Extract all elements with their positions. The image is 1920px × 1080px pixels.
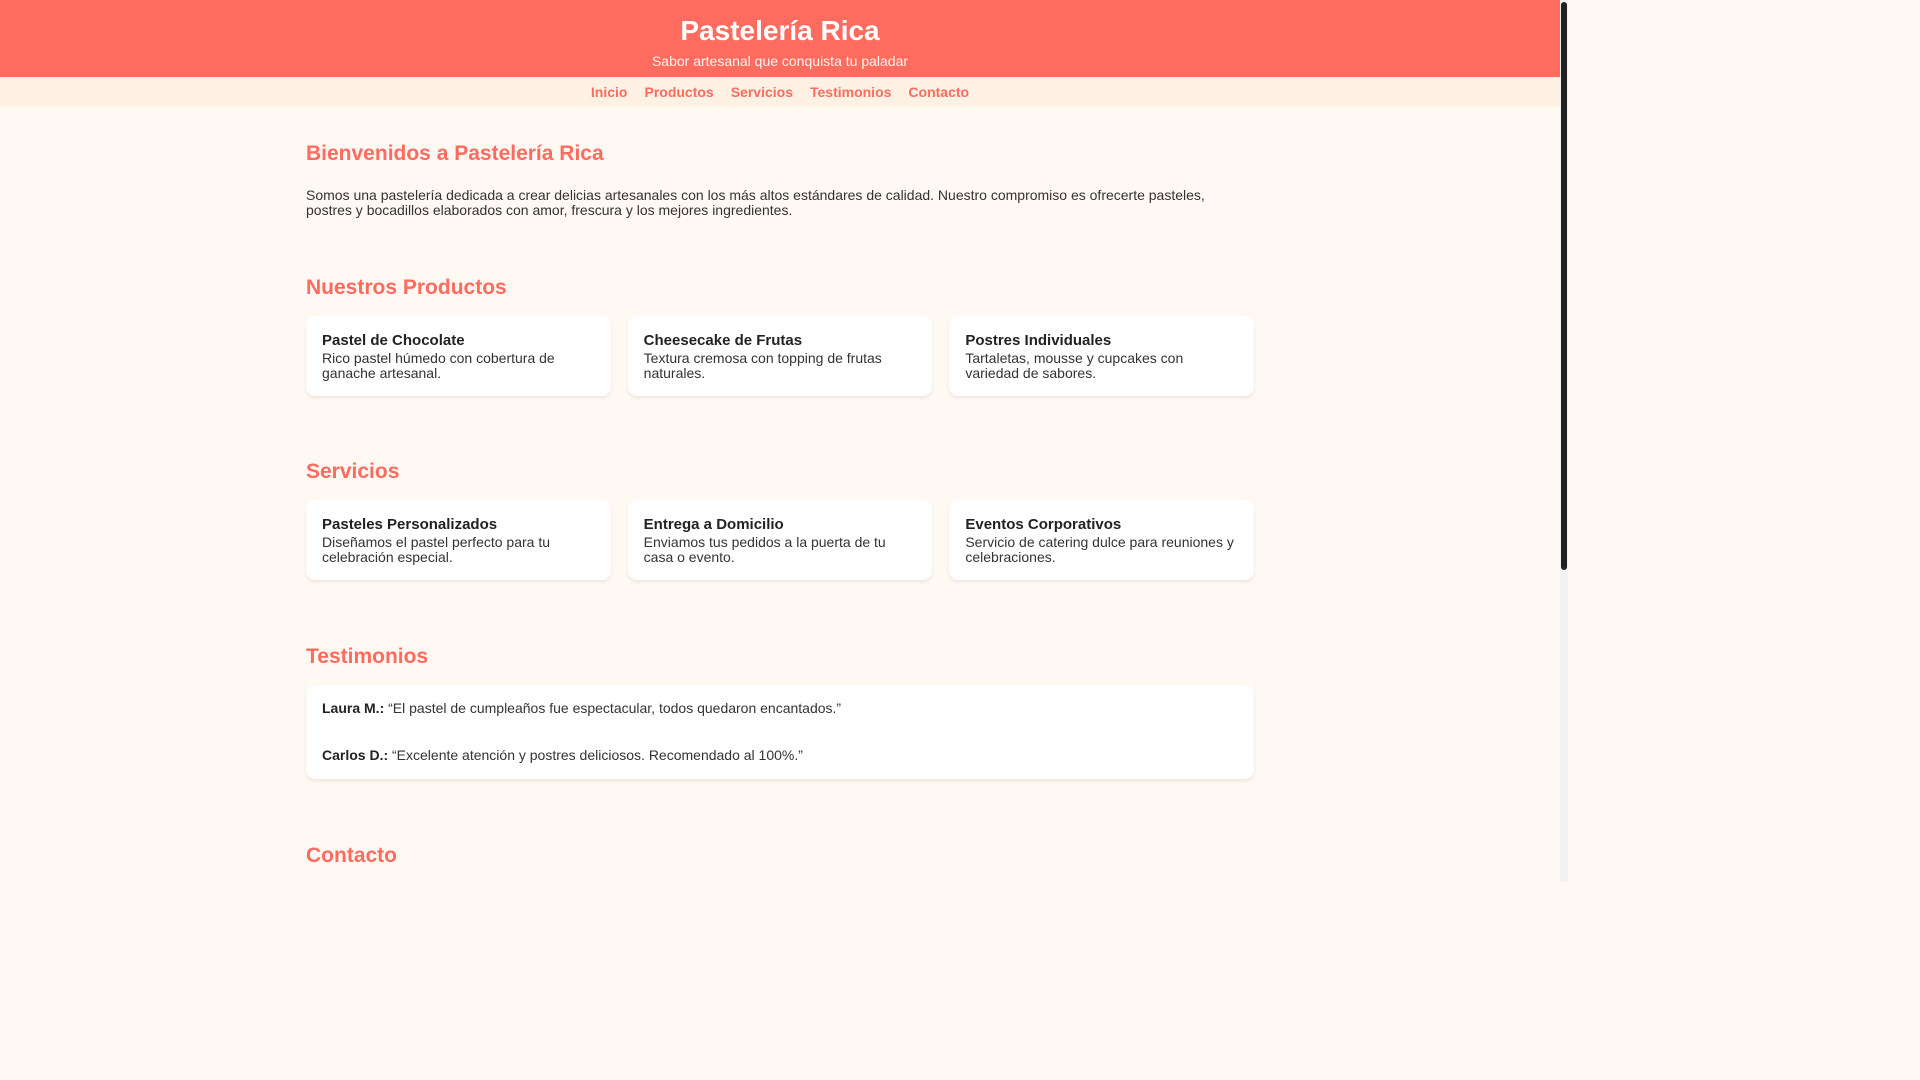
- main-nav: [0, 77, 1560, 107]
- testimonial-author: Carlos D.:: [322, 747, 389, 763]
- testimonials-heading: Testimonios: [306, 645, 429, 668]
- testimonial-item: [306, 732, 1254, 779]
- testimonial-author: Laura M.:: [322, 700, 385, 716]
- product-description: Tartaletas, mousse y cupcakes con variedad de sabores.: [965, 350, 1184, 381]
- products-section: [306, 275, 1254, 396]
- testimonial-item: [306, 685, 1254, 732]
- intro-heading: Bienvenidos a Pastelería Rica: [306, 142, 604, 165]
- product-card: [949, 316, 1254, 396]
- service-card: [306, 500, 611, 580]
- product-cards: [306, 316, 1254, 396]
- services-section: [306, 459, 1254, 580]
- service-card: [628, 500, 933, 580]
- vertical-scrollbar[interactable]: [1560, 0, 1568, 882]
- testimonial-quote: “El pastel de cumpleaños fue espectacular, todos quedaron encantados.”: [388, 700, 842, 716]
- site-title: Pastelería Rica: [680, 15, 880, 46]
- nav-link-servicios[interactable]: Servicios: [730, 84, 793, 100]
- service-description: Diseñamos el pastel perfecto para tu celebración especial.: [322, 534, 551, 565]
- nav-link-productos[interactable]: Productos: [644, 84, 714, 100]
- service-title: Entrega a Domicilio: [643, 516, 784, 533]
- testimonial-list: [306, 685, 1254, 779]
- contact-heading: Contacto: [306, 844, 397, 867]
- intro-text: Somos una pastelería dedicada a crear delicias artesanales con los más altos estándares de calidad. Nuestro compromiso es ofrecerte pasteles, postres y bocadillos elaborados con amor, frescura y los mejores ingredientes.: [306, 187, 1205, 218]
- service-description: Enviamos tus pedidos a la puerta de tu casa o evento.: [643, 534, 886, 565]
- scrollbar-thumb[interactable]: [1561, 2, 1567, 570]
- intro-section: [306, 141, 1254, 218]
- product-title: Cheesecake de Frutas: [643, 332, 803, 349]
- nav-link-contacto[interactable]: Contacto: [908, 84, 970, 100]
- service-description: Servicio de catering dulce para reuniones y celebraciones.: [965, 534, 1234, 565]
- site-tagline: Sabor artesanal que conquista tu paladar: [651, 53, 909, 69]
- nav-link-inicio[interactable]: Inicio: [590, 84, 628, 100]
- product-title: Postres Individuales: [965, 332, 1112, 349]
- testimonials-section: [306, 644, 1254, 779]
- product-title: Pastel de Chocolate: [322, 332, 465, 349]
- service-title: Eventos Corporativos: [965, 516, 1122, 533]
- product-description: Rico pastel húmedo con cobertura de ganache artesanal.: [322, 350, 555, 381]
- service-cards: [306, 500, 1254, 580]
- services-heading: Servicios: [306, 460, 400, 483]
- testimonial-quote: “Excelente atención y postres deliciosos. Recomendado al 100%.”: [392, 747, 803, 763]
- site-header: [0, 0, 1560, 77]
- service-card: [949, 500, 1254, 580]
- product-card: [628, 316, 933, 396]
- product-description: Textura cremosa con topping de frutas naturales.: [643, 350, 882, 381]
- contact-section: [306, 843, 1254, 869]
- products-heading: Nuestros Productos: [306, 276, 507, 299]
- product-card: [306, 316, 611, 396]
- nav-link-testimonios[interactable]: Testimonios: [809, 84, 892, 100]
- service-title: Pasteles Personalizados: [322, 516, 498, 533]
